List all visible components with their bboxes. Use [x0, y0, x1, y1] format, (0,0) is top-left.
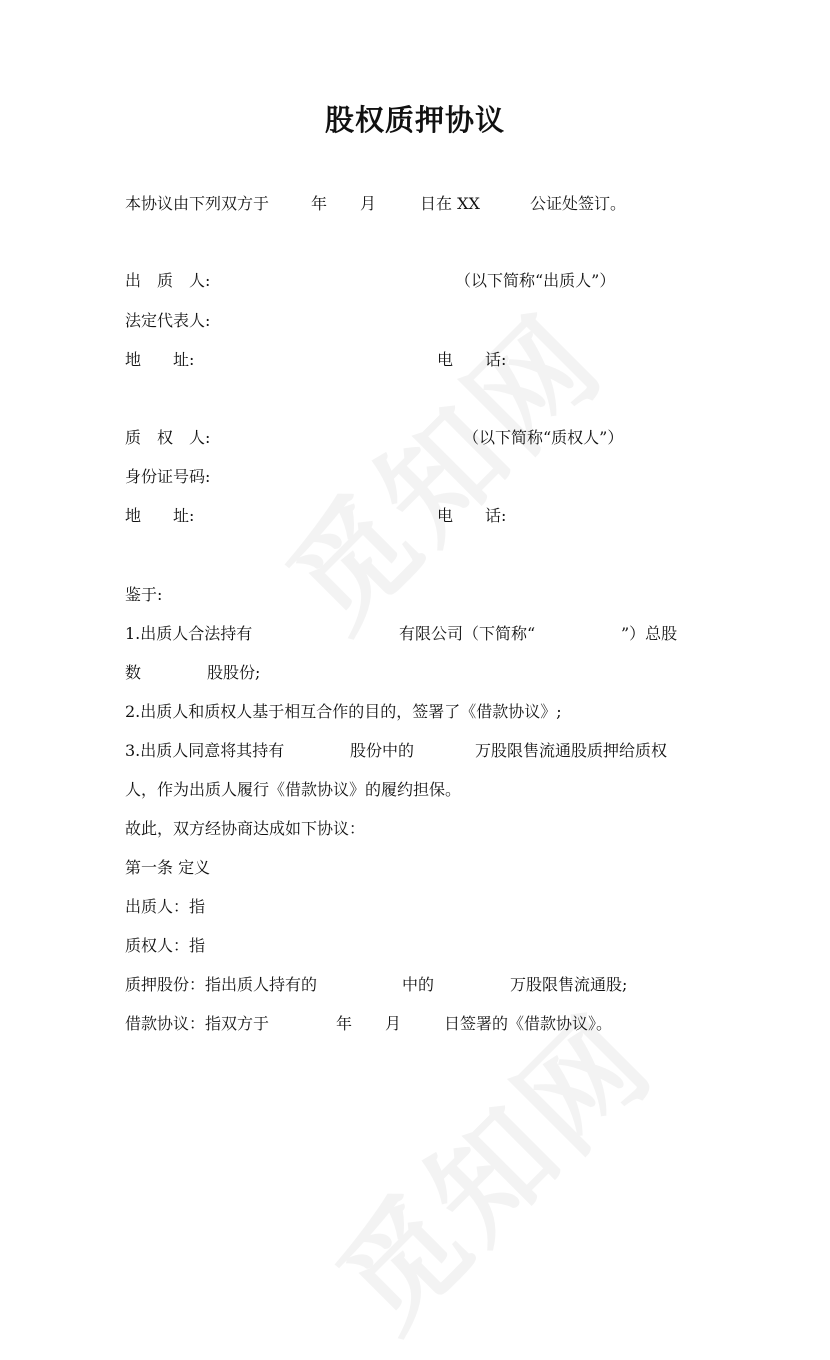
recital-1-part-d: 数 — [125, 663, 142, 682]
pledgee-label: 质 权 人: — [125, 428, 211, 447]
recital-3-part-b: 股份中的 — [350, 741, 415, 760]
intro-text-1: 本协议由下列双方于 — [125, 194, 270, 213]
definition-loan-part-d: 日签署的《借款协议》。 — [444, 1014, 613, 1033]
pledgor-rep-label: 法定代表人: — [125, 311, 211, 330]
pledgor-phone-label: 电 话: — [437, 350, 507, 369]
definition-pledgor: 出质人：指 — [125, 897, 206, 916]
recitals-conclusion: 故此，双方经协商达成如下协议： — [125, 819, 366, 838]
definition-shares-part-b: 中的 — [402, 975, 435, 994]
definition-shares-part-a: 质押股份：指出质人持有的 — [125, 975, 318, 994]
pledgee-address-label: 地 址: — [125, 506, 195, 525]
recitals-heading: 鉴于: — [125, 585, 163, 604]
intro-text-year: 年 — [311, 194, 328, 213]
article-1-heading: 第一条 定义 — [125, 858, 211, 877]
intro-text-month: 月 — [360, 194, 377, 213]
recital-2: 2.出质人和质权人基于相互合作的目的，签署了《借款协议》; — [125, 702, 562, 721]
recital-1-part-b: 有限公司（下简称“ — [399, 624, 536, 643]
pledgor-abbr: （以下简称“出质人”） — [455, 271, 616, 290]
definition-loan-month: 月 — [385, 1014, 402, 1033]
recital-3-part-a: 3.出质人同意将其持有 — [125, 741, 285, 760]
recital-1-part-a: 1.出质人合法持有 — [125, 624, 253, 643]
definition-loan-year: 年 — [336, 1014, 353, 1033]
watermark — [245, 272, 634, 661]
pledgee-id-label: 身份证号码: — [125, 467, 211, 486]
pledgor-label: 出 质 人: — [125, 271, 211, 290]
recital-1-part-e: 股股份; — [207, 663, 261, 682]
document-title: 股权质押协议 — [324, 103, 505, 137]
definition-shares-part-c: 万股限售流通股; — [510, 975, 628, 994]
recital-3-part-d: 人，作为出质人履行《借款协议》的履约担保。 — [125, 780, 462, 799]
intro-text-end: 公证处签订。 — [530, 194, 627, 213]
definition-loan-part-a: 借款协议：指双方于 — [125, 1014, 270, 1033]
recital-1-part-c: ”）总股 — [621, 624, 678, 643]
intro-text-day: 日在 XX — [420, 194, 480, 213]
pledgor-address-label: 地 址: — [125, 350, 195, 369]
definition-pledgee: 质权人：指 — [125, 936, 206, 955]
recital-3-part-c: 万股限售流通股质押给质权 — [475, 741, 668, 760]
pledgee-abbr: （以下简称“质权人”） — [463, 428, 624, 447]
pledgee-phone-label: 电 话: — [437, 506, 507, 525]
